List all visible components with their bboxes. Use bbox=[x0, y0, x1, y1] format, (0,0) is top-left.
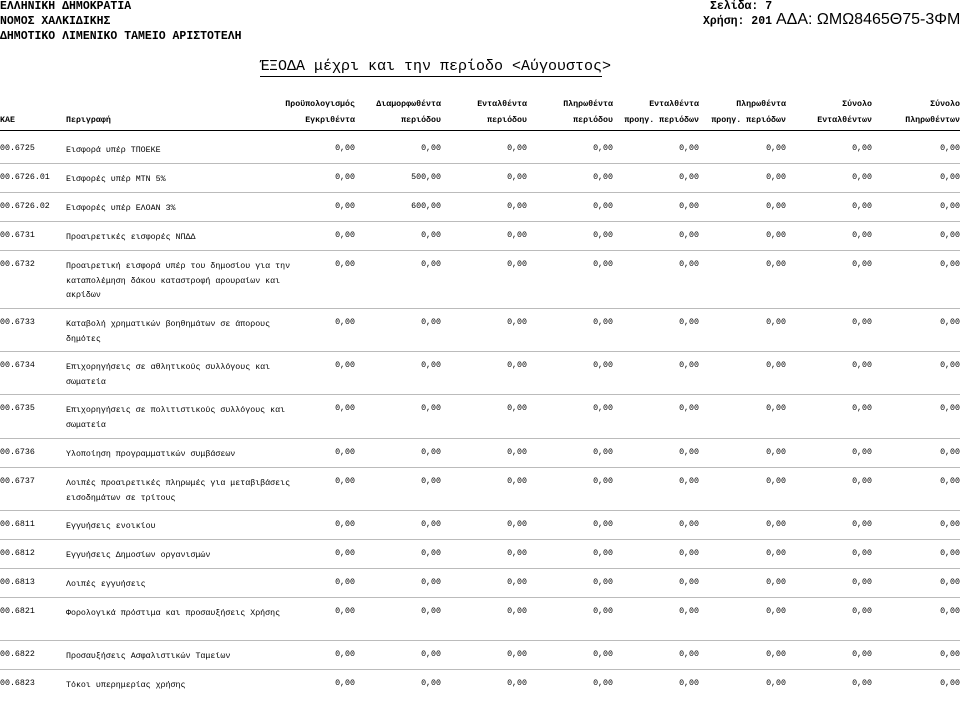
value-c4: 0,00 bbox=[593, 477, 613, 486]
value-c1: 0,00 bbox=[335, 202, 355, 211]
row-separator bbox=[0, 438, 960, 439]
ada-stamp: ΑΔΑ: ΩΜΩ8465Θ75-3ΦΜ bbox=[776, 11, 960, 28]
value-c2: 0,00 bbox=[421, 679, 441, 688]
col-header-c6-line1: Πληρωθέντα bbox=[736, 100, 786, 109]
value-c4: 0,00 bbox=[593, 520, 613, 529]
kae-code: 00.6726.01 bbox=[0, 173, 50, 182]
value-c1: 0,00 bbox=[335, 520, 355, 529]
kae-code: 00.6822 bbox=[0, 650, 35, 659]
value-c6: 0,00 bbox=[766, 679, 786, 688]
value-c6: 0,00 bbox=[766, 650, 786, 659]
value-c6: 0,00 bbox=[766, 260, 786, 269]
value-c6: 0,00 bbox=[766, 520, 786, 529]
value-c6: 0,00 bbox=[766, 448, 786, 457]
value-c3: 0,00 bbox=[507, 650, 527, 659]
row-description: Λοιπές προαιρετικές πληρωμές για μεταβιβάσεις εισοδημάτων σε τρίτους bbox=[66, 479, 291, 503]
value-c7: 0,00 bbox=[852, 477, 872, 486]
col-header-c8-line1: Σύνολο bbox=[930, 100, 960, 109]
value-c2: 0,00 bbox=[421, 448, 441, 457]
value-c2: 500,00 bbox=[411, 173, 441, 182]
value-c5: 0,00 bbox=[679, 578, 699, 587]
col-header-c2-line2: περιόδου bbox=[401, 116, 441, 125]
kae-code: 00.6726.02 bbox=[0, 202, 50, 211]
row-separator bbox=[0, 640, 960, 641]
value-c5: 0,00 bbox=[679, 144, 699, 153]
header-rule bbox=[0, 130, 960, 131]
value-c1: 0,00 bbox=[335, 549, 355, 558]
value-c4: 0,00 bbox=[593, 404, 613, 413]
value-c7: 0,00 bbox=[852, 173, 872, 182]
value-c3: 0,00 bbox=[507, 144, 527, 153]
value-c1: 0,00 bbox=[335, 361, 355, 370]
value-c7: 0,00 bbox=[852, 578, 872, 587]
kae-code: 00.6823 bbox=[0, 679, 35, 688]
value-c3: 0,00 bbox=[507, 318, 527, 327]
col-header-c5-line1: Ενταλθέντα bbox=[649, 100, 699, 109]
value-c2: 0,00 bbox=[421, 477, 441, 486]
value-c4: 0,00 bbox=[593, 578, 613, 587]
row-description: Τόκοι υπερημερίας χρήσης bbox=[66, 681, 186, 690]
value-c5: 0,00 bbox=[679, 260, 699, 269]
value-c6: 0,00 bbox=[766, 477, 786, 486]
kae-code: 00.6736 bbox=[0, 448, 35, 457]
value-c8: 0,00 bbox=[940, 231, 960, 240]
row-separator bbox=[0, 163, 960, 164]
value-c1: 0,00 bbox=[335, 679, 355, 688]
row-description: Καταβολή χρηματικών βοηθημάτων σε άπορους δημότες bbox=[66, 320, 271, 344]
value-c1: 0,00 bbox=[335, 231, 355, 240]
value-c1: 0,00 bbox=[335, 173, 355, 182]
value-c1: 0,00 bbox=[335, 318, 355, 327]
value-c5: 0,00 bbox=[679, 549, 699, 558]
value-c8: 0,00 bbox=[940, 607, 960, 616]
kae-code: 00.6812 bbox=[0, 549, 35, 558]
col-header-desc: Περιγραφή bbox=[66, 116, 111, 125]
value-c2: 0,00 bbox=[421, 361, 441, 370]
kae-code: 00.6733 bbox=[0, 318, 35, 327]
value-c7: 0,00 bbox=[852, 361, 872, 370]
value-c8: 0,00 bbox=[940, 173, 960, 182]
kae-code: 00.6821 bbox=[0, 607, 35, 616]
value-c3: 0,00 bbox=[507, 361, 527, 370]
kae-code: 00.6737 bbox=[0, 477, 35, 486]
kae-code: 00.6725 bbox=[0, 144, 35, 153]
value-c1: 0,00 bbox=[335, 404, 355, 413]
row-separator bbox=[0, 568, 960, 569]
value-c1: 0,00 bbox=[335, 578, 355, 587]
value-c3: 0,00 bbox=[507, 549, 527, 558]
value-c8: 0,00 bbox=[940, 318, 960, 327]
row-description: Εγγυήσεις ενοικίου bbox=[66, 522, 156, 531]
col-header-c4-line1: Πληρωθέντα bbox=[563, 100, 613, 109]
value-c2: 0,00 bbox=[421, 318, 441, 327]
value-c7: 0,00 bbox=[852, 549, 872, 558]
value-c1: 0,00 bbox=[335, 144, 355, 153]
row-description: Εισφορά υπέρ ΤΠΟΕΚΕ bbox=[66, 146, 161, 155]
value-c7: 0,00 bbox=[852, 448, 872, 457]
row-description: Εισφορές υπέρ ΕΛΟΑΝ 3% bbox=[66, 204, 176, 213]
value-c6: 0,00 bbox=[766, 361, 786, 370]
value-c2: 0,00 bbox=[421, 231, 441, 240]
value-c1: 0,00 bbox=[335, 650, 355, 659]
value-c7: 0,00 bbox=[852, 231, 872, 240]
value-c8: 0,00 bbox=[940, 520, 960, 529]
row-separator bbox=[0, 250, 960, 251]
col-header-c7-line2: Ενταλθέντων bbox=[817, 116, 872, 125]
value-c3: 0,00 bbox=[507, 520, 527, 529]
value-c3: 0,00 bbox=[507, 607, 527, 616]
value-c6: 0,00 bbox=[766, 202, 786, 211]
col-header-c8-line2: Πληρωθέντων bbox=[905, 116, 960, 125]
col-header-kae: ΚΑΕ bbox=[0, 116, 15, 125]
kae-code: 00.6734 bbox=[0, 361, 35, 370]
value-c6: 0,00 bbox=[766, 144, 786, 153]
value-c5: 0,00 bbox=[679, 607, 699, 616]
value-c7: 0,00 bbox=[852, 260, 872, 269]
value-c6: 0,00 bbox=[766, 173, 786, 182]
value-c4: 0,00 bbox=[593, 173, 613, 182]
value-c5: 0,00 bbox=[679, 318, 699, 327]
value-c5: 0,00 bbox=[679, 404, 699, 413]
value-c7: 0,00 bbox=[852, 202, 872, 211]
value-c8: 0,00 bbox=[940, 578, 960, 587]
value-c8: 0,00 bbox=[940, 260, 960, 269]
col-header-c1-line2: Εγκριθέντα bbox=[305, 116, 355, 125]
org-prefecture: ΝΟΜΟΣ ΧΑΛΚΙΔΙΚΗΣ bbox=[0, 15, 111, 28]
row-description: Φορολογικά πρόστιμα και προσαυξήσεις Χρήσης bbox=[66, 609, 281, 618]
value-c8: 0,00 bbox=[940, 144, 960, 153]
kae-code: 00.6735 bbox=[0, 404, 35, 413]
value-c6: 0,00 bbox=[766, 318, 786, 327]
value-c3: 0,00 bbox=[507, 231, 527, 240]
org-country: ΕΛΛΗΝΙΚΗ ΔΗΜΟΚΡΑΤΙΑ bbox=[0, 0, 132, 13]
row-separator bbox=[0, 394, 960, 395]
page-number: Σελίδα: 7 bbox=[710, 0, 773, 13]
row-description: Υλοποίηση προγραμματικών συμβάσεων bbox=[66, 450, 236, 459]
kae-code: 00.6813 bbox=[0, 578, 35, 587]
value-c8: 0,00 bbox=[940, 650, 960, 659]
value-c4: 0,00 bbox=[593, 231, 613, 240]
value-c4: 0,00 bbox=[593, 361, 613, 370]
value-c3: 0,00 bbox=[507, 477, 527, 486]
col-header-c1-line1: Προϋπολογισμός bbox=[285, 100, 355, 109]
value-c4: 0,00 bbox=[593, 260, 613, 269]
value-c5: 0,00 bbox=[679, 520, 699, 529]
value-c7: 0,00 bbox=[852, 679, 872, 688]
value-c3: 0,00 bbox=[507, 679, 527, 688]
value-c4: 0,00 bbox=[593, 202, 613, 211]
value-c7: 0,00 bbox=[852, 404, 872, 413]
value-c8: 0,00 bbox=[940, 404, 960, 413]
value-c5: 0,00 bbox=[679, 650, 699, 659]
value-c5: 0,00 bbox=[679, 202, 699, 211]
row-separator bbox=[0, 669, 960, 670]
value-c2: 0,00 bbox=[421, 607, 441, 616]
value-c5: 0,00 bbox=[679, 231, 699, 240]
value-c5: 0,00 bbox=[679, 448, 699, 457]
value-c6: 0,00 bbox=[766, 231, 786, 240]
value-c8: 0,00 bbox=[940, 477, 960, 486]
row-separator bbox=[0, 308, 960, 309]
value-c7: 0,00 bbox=[852, 650, 872, 659]
value-c4: 0,00 bbox=[593, 650, 613, 659]
value-c5: 0,00 bbox=[679, 679, 699, 688]
value-c2: 0,00 bbox=[421, 578, 441, 587]
title-underline bbox=[260, 76, 602, 77]
value-c3: 0,00 bbox=[507, 578, 527, 587]
col-header-c3-line2: περιόδου bbox=[487, 116, 527, 125]
row-description: Εισφορές υπέρ ΜΤΝ 5% bbox=[66, 175, 166, 184]
value-c8: 0,00 bbox=[940, 549, 960, 558]
value-c5: 0,00 bbox=[679, 477, 699, 486]
row-separator bbox=[0, 467, 960, 468]
value-c8: 0,00 bbox=[940, 361, 960, 370]
value-c8: 0,00 bbox=[940, 448, 960, 457]
value-c6: 0,00 bbox=[766, 607, 786, 616]
value-c4: 0,00 bbox=[593, 318, 613, 327]
kae-code: 00.6731 bbox=[0, 231, 35, 240]
value-c1: 0,00 bbox=[335, 607, 355, 616]
value-c4: 0,00 bbox=[593, 679, 613, 688]
value-c2: 0,00 bbox=[421, 520, 441, 529]
value-c6: 0,00 bbox=[766, 404, 786, 413]
value-c2: 600,00 bbox=[411, 202, 441, 211]
row-description: Λοιπές εγγυήσεις bbox=[66, 580, 146, 589]
row-separator bbox=[0, 221, 960, 222]
row-description: Προαιρετική εισφορά υπέρ του δημοσίου για την καταπολέμηση δάκου καταστροφή αρουραίων και ακρίδων bbox=[66, 262, 291, 300]
row-separator bbox=[0, 351, 960, 352]
value-c3: 0,00 bbox=[507, 260, 527, 269]
value-c3: 0,00 bbox=[507, 173, 527, 182]
value-c4: 0,00 bbox=[593, 549, 613, 558]
value-c1: 0,00 bbox=[335, 448, 355, 457]
kae-code: 00.6811 bbox=[0, 520, 35, 529]
report-title: ΈΞΟΔΑ μέχρι και την περίοδο <Αύγουστος> bbox=[260, 58, 612, 75]
row-description: Προαιρετικές εισφορές ΝΠΔΔ bbox=[66, 233, 196, 242]
value-c3: 0,00 bbox=[507, 404, 527, 413]
value-c7: 0,00 bbox=[852, 520, 872, 529]
value-c5: 0,00 bbox=[679, 173, 699, 182]
col-header-c5-line2: προηγ. περιόδων bbox=[624, 116, 699, 125]
value-c2: 0,00 bbox=[421, 650, 441, 659]
value-c3: 0,00 bbox=[507, 448, 527, 457]
value-c4: 0,00 bbox=[593, 607, 613, 616]
row-separator bbox=[0, 192, 960, 193]
value-c2: 0,00 bbox=[421, 144, 441, 153]
value-c1: 0,00 bbox=[335, 260, 355, 269]
row-separator bbox=[0, 539, 960, 540]
col-header-c4-line2: περιόδου bbox=[573, 116, 613, 125]
value-c2: 0,00 bbox=[421, 404, 441, 413]
kae-code: 00.6732 bbox=[0, 260, 35, 269]
col-header-c3-line1: Ενταλθέντα bbox=[477, 100, 527, 109]
col-header-c2-line1: Διαμορφωθέντα bbox=[376, 100, 441, 109]
row-separator bbox=[0, 597, 960, 598]
fiscal-year: Χρήση: 201 bbox=[703, 15, 773, 28]
value-c2: 0,00 bbox=[421, 260, 441, 269]
value-c6: 0,00 bbox=[766, 549, 786, 558]
value-c7: 0,00 bbox=[852, 607, 872, 616]
value-c2: 0,00 bbox=[421, 549, 441, 558]
value-c7: 0,00 bbox=[852, 144, 872, 153]
row-description: Εγγυήσεις Δημοσίων οργανισμών bbox=[66, 551, 211, 560]
col-header-c7-line1: Σύνολο bbox=[842, 100, 872, 109]
value-c8: 0,00 bbox=[940, 202, 960, 211]
org-name: ΔΗΜΟΤΙΚΟ ΛΙΜΕΝΙΚΟ ΤΑΜΕΙΟ ΑΡΙΣΤΟΤΕΛΗ bbox=[0, 30, 242, 43]
value-c4: 0,00 bbox=[593, 144, 613, 153]
value-c8: 0,00 bbox=[940, 679, 960, 688]
value-c4: 0,00 bbox=[593, 448, 613, 457]
row-description: Προσαυξήσεις Ασφαλιστικών Ταμείων bbox=[66, 652, 231, 661]
col-header-c6-line2: προηγ. περιόδων bbox=[711, 116, 786, 125]
value-c3: 0,00 bbox=[507, 202, 527, 211]
row-description: Επιχορηγήσεις σε πολιτιστικούς συλλόγους και σωματεία bbox=[66, 406, 286, 430]
value-c7: 0,00 bbox=[852, 318, 872, 327]
value-c6: 0,00 bbox=[766, 578, 786, 587]
value-c1: 0,00 bbox=[335, 477, 355, 486]
row-separator bbox=[0, 510, 960, 511]
value-c5: 0,00 bbox=[679, 361, 699, 370]
row-description: Επιχορηγήσεις σε αθλητικούς συλλόγους και σωματεία bbox=[66, 363, 271, 387]
